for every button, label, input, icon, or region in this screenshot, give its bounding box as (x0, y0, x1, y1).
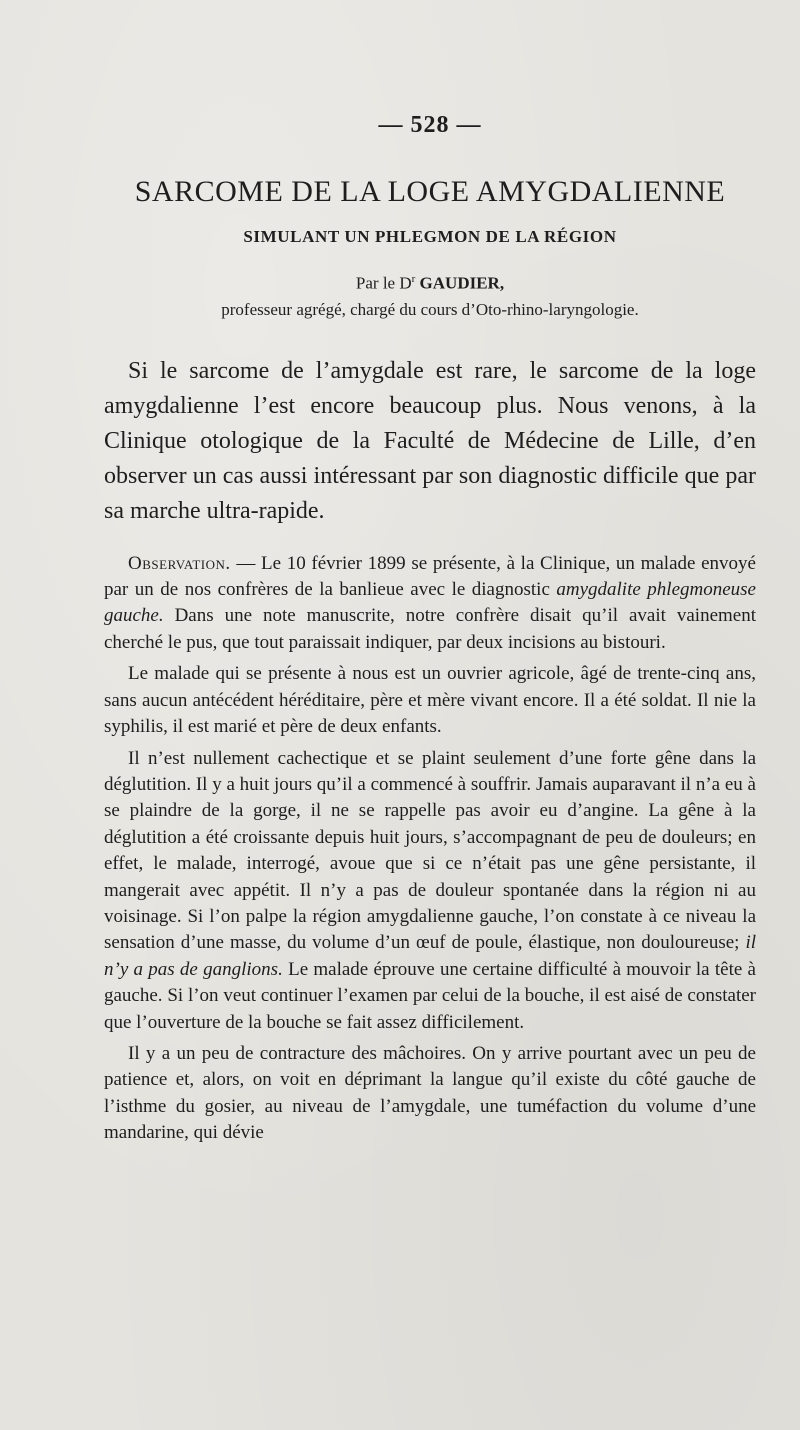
author-prefix: Par le D (355, 273, 412, 293)
author-prefix-superscript: r (411, 273, 416, 285)
article-subtitle: SIMULANT UN PHLEGMON DE LA RÉGION (243, 227, 617, 246)
observation-text-2: Dans une note manuscrite, notre confrère disait qu’il avait vainement cherché le pus, que tout paraissait indiquer, par deux incisions au bistouri. (104, 605, 756, 653)
page-content (104, 112, 756, 1152)
author-affiliation: professeur agrégé, chargé du cours d’Oto-rhino-laryngologie. (221, 299, 639, 319)
observation-paragraph (104, 551, 756, 657)
author-line (104, 273, 756, 294)
paragraph-3-text-1: Il n’est nullement cachectique et se plaint seulement d’une forte gêne dans la déglutition. Il y a huit jours qu’il a commencé à souffrir. Jamais auparavant il n’a eu à se plaindre de la gorge, il ne se rappelle pas avoir eu d’angine. La gêne à la déglutition a été croissante depuis huit jours, s’accompagnant de peu de douleurs; en effet, le malade, interrogé, avoue que si ce n’était pas une gêne persistante, il mangerait avec appétit. Il n’y a pas de douleur spontanée dans la région ni au voisinage. Si l’on palpe la région amygdalienne gauche, l’on constate à ce niveau la sensation d’une masse, du volume d’un œuf de poule, élastique, non douloureuse; (104, 747, 756, 954)
article-title: SARCOME DE LA LOGE AMYGDALIENNE (134, 175, 726, 208)
observation-text-1: — Le 10 février 1899 se présente, à la Clinique, un malade envoyé par un de nos confrères de la banlieue avec le diagnostic (104, 552, 756, 601)
paragraph-3-emphasis: il n’y a pas de ganglions. (104, 932, 756, 980)
body-paragraph-2: Le malade qui se présente à nous est un ouvrier agricole, âgé de trente-cinq ans, sans aucun antécédent héréditaire, père et mère vivant encore. Il a été soldat. Il nie la syphilis, il est marié et père de deux enfants. (104, 663, 756, 738)
paragraph-3-text-2: Le malade éprouve une certaine difficulté à mouvoir la tête à gauche. Si l’on veut continuer l’examen par celui de la bouche, il est aisé de constater que l’ouverture de la bouche se fait assez difficilement. (104, 958, 756, 1033)
body-paragraph-3 (104, 746, 756, 1036)
author-name: GAUDIER, (419, 273, 505, 293)
lead-paragraph: Si le sarcome de l’amygdale est rare, le sarcome de la loge amygdalienne l’est encore beaucoup plus. Nous venons, à la Clinique otologique de la Faculté de Médecine de Lille, d’en observer un cas aussi intéressant par son diagnostic difficile que par sa marche ultra-rapide. (104, 357, 756, 524)
observation-label: Observation. (128, 552, 231, 574)
observation-diagnosis: amygdalite phlegmoneuse gauche. (104, 579, 756, 627)
body-paragraph-4: Il y a un peu de contracture des mâchoires. On y arrive pourtant avec un peu de patience et, alors, on voit en déprimant la langue qu’il existe du côté gauche de l’isthme du gosier, au niveau de l’amygdale, une tuméfaction du volume d’une mandarine, qui dévie (104, 1042, 756, 1144)
page-number: — 528 — (378, 112, 482, 138)
